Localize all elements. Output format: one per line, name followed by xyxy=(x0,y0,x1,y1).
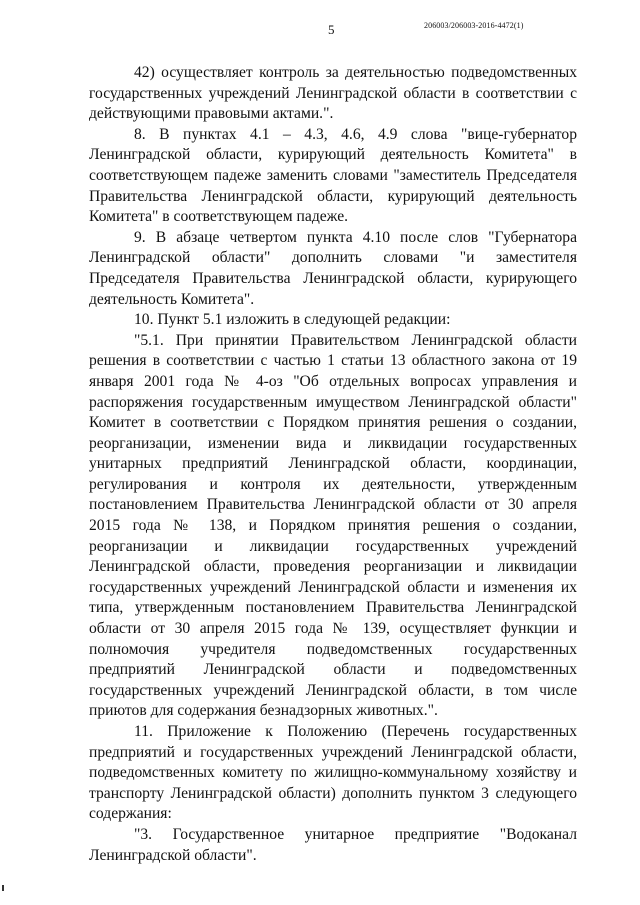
paragraph-10: 10. Пункт 5.1 изложить в следующей редакции: xyxy=(134,311,451,329)
paragraph-8: 8. В пунктах 4.1 – 4.3, 4.6, 4.9 слова "вице-губернатор Ленинградской области, курирующий деятельность Комитета" в соответствующем падеже заменить словами "заместитель Председателя Правительства Ленинградской области, курирующий деятельность Комитета" в соответствующем падеже. xyxy=(89,125,577,226)
scan-artifact xyxy=(2,885,4,891)
paragraph-11: 11. Приложение к Положению (Перечень государственных предприятий и государственных учреждений Ленинградской области, подведомственных комитету по жилищно-коммунальному хозяйству и транспорту Ленинградской области) дополнить пунктом 3 следующего содержания: xyxy=(89,723,577,823)
paragraph-5-1-quote: "5.1. При принятии Правительством Ленинградской области решения в соответствии с частью 1 статьи 13 областного закона от 19 января 2001 года № 4-оз "Об отдельных вопросах управления и распоряжения государственным имуществом Ленинградской области" Комитет в соответствии с Порядком принятия решения о создании, реорганизации, изменении вида и ликвидации государственных унитарных предприятий Ленинградской области, координации, регулирования и контроля их деятельности, утвержденным постановлением Правительства Ленинградской области от 30 апреля 2015 года № 138, и Порядком принятия решения о создании, реорганизации и ликвидации государственных учреждений Ленинградской области, проведения реорганизации и ликвидации государственных учреждений Ленинградской области и изменения их типа, утвержденным постановлением Правительства Ленинградской области от 30 апреля 2015 года № 139, осуществляет функции и полномочия учредителя подведомственных государственных предприятий Ленинградской области и подведомственных государственных учреждений Ленинградской области, в том числе приютов для содержания безнадзорных животных.". xyxy=(89,331,577,720)
paragraph-item-42: 42) осуществляет контроль за деятельностью подведомственных государственных учреждений Ленинградской области в соответствии с действующими правовыми актами.". xyxy=(89,64,577,123)
document-id: 206003/206003-2016-4472(1) xyxy=(424,21,524,30)
page-number: 5 xyxy=(328,22,335,37)
paragraph-3-quote: "3. Государственное унитарное предприятие "Водоканал Ленинградской области". xyxy=(89,825,577,864)
document-body xyxy=(89,63,577,866)
paragraph-9: 9. В абзаце четвертом пункта 4.10 после слов "Губернатора Ленинградской области" дополнить словами "и заместителя Председателя Правительства Ленинградской области, курирующего деятельность Комитета". xyxy=(89,228,577,308)
